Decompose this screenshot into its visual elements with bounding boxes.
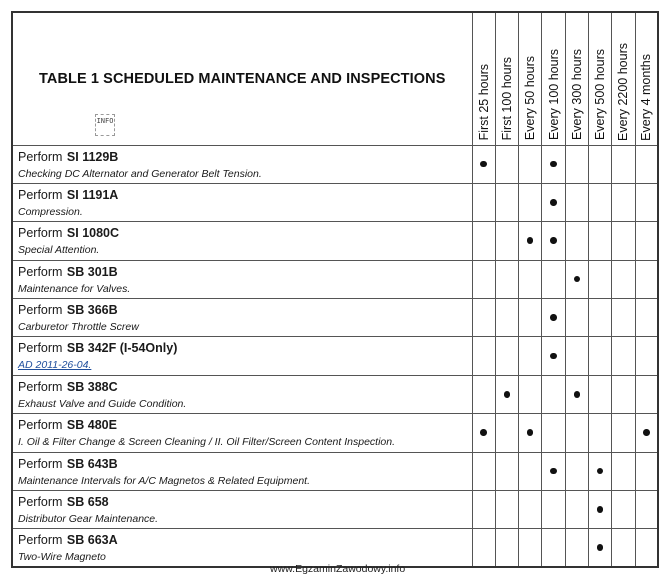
interval-cell (588, 452, 611, 490)
interval-cell (635, 183, 658, 221)
perform-prefix: Perform (18, 341, 63, 356)
interval-cell (542, 299, 565, 337)
interval-cell (472, 337, 495, 375)
bulletin-code: SB 663A (66, 533, 118, 548)
column-header (542, 12, 565, 145)
column-header-label: Every 50 hours (523, 56, 538, 141)
bulletin-code: SI 1080C (66, 226, 120, 241)
perform-prefix: Perform (18, 187, 63, 202)
interval-cell (495, 183, 518, 221)
interval-cell (612, 145, 635, 183)
row-label-cell (12, 337, 472, 375)
perform-prefix: Perform (18, 379, 63, 394)
column-header-label: First 100 hours (499, 57, 514, 141)
row-title (18, 455, 468, 473)
interval-dot-icon (597, 506, 604, 513)
row-description: Distributor Gear Maintenance. (18, 513, 159, 526)
interval-cell (542, 375, 565, 413)
row-description: Carburetor Throttle Screw (18, 321, 139, 334)
interval-cell (635, 222, 658, 260)
row-label-cell (12, 299, 472, 337)
interval-cell (495, 491, 518, 529)
column-header (519, 12, 542, 145)
interval-cell (472, 452, 495, 490)
table-title-cell (12, 12, 472, 145)
interval-cell (565, 375, 588, 413)
interval-cell (542, 491, 565, 529)
bulletin-code: SB 658 (66, 495, 109, 510)
interval-cell (519, 375, 542, 413)
interval-cell (542, 260, 565, 298)
bulletin-code: SI 1129B (66, 149, 119, 164)
table-row (12, 529, 658, 568)
interval-dot-icon (550, 161, 557, 168)
row-title (18, 339, 468, 357)
interval-dot-icon (574, 391, 581, 398)
interval-cell (588, 222, 611, 260)
bulletin-code: SB 388C (66, 379, 118, 394)
perform-prefix: Perform (18, 456, 63, 471)
interval-dot-icon (550, 468, 557, 475)
interval-cell (542, 452, 565, 490)
column-header-label: Every 4 months (639, 53, 654, 141)
row-label-cell (12, 452, 472, 490)
info-icon: INFO (95, 114, 115, 136)
interval-cell (542, 529, 565, 568)
interval-cell (565, 337, 588, 375)
interval-cell (472, 491, 495, 529)
interval-cell (635, 414, 658, 452)
interval-dot-icon (480, 429, 487, 436)
interval-cell (542, 183, 565, 221)
row-label-cell (12, 183, 472, 221)
interval-cell (472, 375, 495, 413)
bulletin-code: SB 342F (I-54Only) (66, 341, 178, 356)
interval-cell (565, 452, 588, 490)
ad-link[interactable]: AD 2011-26-04. (18, 359, 92, 372)
interval-cell (565, 491, 588, 529)
interval-dot-icon (527, 237, 534, 244)
interval-cell (472, 414, 495, 452)
interval-cell (635, 452, 658, 490)
row-label-cell (12, 529, 472, 568)
row-title (18, 186, 468, 204)
interval-cell (588, 299, 611, 337)
interval-cell (565, 145, 588, 183)
row-description: Special Attention. (18, 244, 100, 257)
interval-cell (472, 529, 495, 568)
interval-cell (612, 491, 635, 529)
perform-prefix: Perform (18, 533, 63, 548)
interval-cell (565, 529, 588, 568)
table-row (12, 414, 658, 452)
perform-prefix: Perform (18, 149, 63, 164)
row-label-cell (12, 491, 472, 529)
column-header-label: Every 300 hours (569, 49, 584, 141)
row-description: Two-Wire Magneto (18, 551, 106, 564)
interval-cell (612, 414, 635, 452)
row-label-cell (12, 222, 472, 260)
interval-dot-icon (550, 237, 557, 244)
column-header (472, 12, 495, 145)
interval-cell (565, 222, 588, 260)
perform-prefix: Perform (18, 495, 63, 510)
interval-cell (495, 529, 518, 568)
interval-dot-icon (550, 353, 557, 360)
interval-cell (495, 337, 518, 375)
interval-cell (495, 145, 518, 183)
bulletin-code: SB 480E (66, 418, 117, 433)
interval-cell (519, 337, 542, 375)
interval-dot-icon (597, 544, 604, 551)
interval-cell (495, 375, 518, 413)
column-header (635, 12, 658, 145)
interval-cell (612, 375, 635, 413)
column-header (612, 12, 635, 145)
row-title (18, 531, 468, 549)
table-row (12, 183, 658, 221)
interval-cell (495, 452, 518, 490)
interval-cell (542, 337, 565, 375)
interval-cell (519, 145, 542, 183)
interval-cell (565, 260, 588, 298)
bulletin-code: SB 301B (66, 264, 118, 279)
table-body (12, 145, 658, 567)
interval-cell (588, 491, 611, 529)
row-title (18, 416, 468, 434)
interval-cell (635, 145, 658, 183)
bulletin-code: SB 366B (66, 303, 118, 318)
interval-cell (472, 260, 495, 298)
interval-cell (472, 145, 495, 183)
interval-cell (472, 222, 495, 260)
interval-cell (519, 452, 542, 490)
interval-dot-icon (504, 391, 511, 398)
row-description: Checking DC Alternator and Generator Belt Tension. (18, 167, 262, 180)
interval-cell (635, 260, 658, 298)
column-header-label: Every 100 hours (546, 49, 561, 141)
row-label-cell (12, 260, 472, 298)
interval-cell (612, 299, 635, 337)
interval-cell (588, 337, 611, 375)
interval-cell (612, 337, 635, 375)
interval-cell (472, 299, 495, 337)
interval-cell (542, 414, 565, 452)
row-title (18, 301, 468, 319)
row-title (18, 493, 468, 511)
header-row (12, 12, 658, 145)
interval-cell (519, 299, 542, 337)
row-description: Compression. (18, 205, 83, 218)
interval-cell (635, 299, 658, 337)
column-header (495, 12, 518, 145)
table-row (12, 222, 658, 260)
row-title (18, 263, 468, 281)
row-description: Maintenance Intervals for A/C Magnetos & Related Equipment. (18, 474, 311, 487)
interval-dot-icon (574, 276, 581, 283)
row-label-cell (12, 145, 472, 183)
row-description: Exhaust Valve and Guide Condition. (18, 397, 187, 410)
row-title (18, 378, 468, 396)
interval-cell (495, 260, 518, 298)
table-row (12, 337, 658, 375)
interval-cell (588, 145, 611, 183)
interval-cell (495, 299, 518, 337)
interval-cell (565, 299, 588, 337)
interval-cell (635, 529, 658, 568)
interval-cell (635, 491, 658, 529)
interval-cell (519, 491, 542, 529)
interval-cell (565, 183, 588, 221)
table-row (12, 452, 658, 490)
table-row (12, 145, 658, 183)
table-row (12, 375, 658, 413)
interval-dot-icon (480, 161, 487, 168)
footer-watermark: www.EgzaminZawodowy.info (270, 563, 406, 575)
perform-prefix: Perform (18, 418, 63, 433)
perform-prefix: Perform (18, 303, 63, 318)
interval-dot-icon (643, 429, 650, 436)
interval-cell (519, 222, 542, 260)
interval-cell (635, 337, 658, 375)
row-title (18, 224, 468, 242)
table-row (12, 491, 658, 529)
bulletin-code: SB 643B (66, 456, 118, 471)
interval-cell (588, 375, 611, 413)
interval-cell (542, 222, 565, 260)
table-row (12, 260, 658, 298)
interval-cell (612, 529, 635, 568)
bulletin-code: SI 1191A (66, 187, 119, 202)
interval-cell (588, 529, 611, 568)
maintenance-table (11, 11, 659, 568)
interval-dot-icon (550, 314, 557, 321)
perform-prefix: Perform (18, 226, 63, 241)
perform-prefix: Perform (18, 264, 63, 279)
row-title (18, 148, 468, 166)
interval-cell (519, 260, 542, 298)
column-header-label: First 25 hours (476, 64, 491, 141)
interval-cell (565, 414, 588, 452)
row-label-cell (12, 414, 472, 452)
interval-cell (519, 183, 542, 221)
row-description: Maintenance for Valves. (18, 282, 131, 295)
interval-cell (495, 222, 518, 260)
interval-cell (519, 529, 542, 568)
column-header-label: Every 2200 hours (616, 42, 631, 141)
interval-cell (472, 183, 495, 221)
interval-cell (519, 414, 542, 452)
row-description: I. Oil & Filter Change & Screen Cleaning / II. Oil Filter/Screen Content Inspection. (18, 436, 396, 449)
table-title: TABLE 1 SCHEDULED MAINTENANCE AND INSPECTIONS (39, 70, 446, 87)
interval-dot-icon (527, 429, 534, 436)
table-row (12, 299, 658, 337)
row-label-cell (12, 375, 472, 413)
interval-cell (612, 260, 635, 298)
interval-cell (588, 260, 611, 298)
interval-cell (635, 375, 658, 413)
column-header-label: Every 500 hours (593, 49, 608, 141)
interval-cell (542, 145, 565, 183)
interval-cell (612, 452, 635, 490)
column-header (565, 12, 588, 145)
interval-cell (588, 414, 611, 452)
interval-cell (612, 222, 635, 260)
interval-cell (495, 414, 518, 452)
interval-dot-icon (550, 199, 557, 206)
column-header (588, 12, 611, 145)
interval-dot-icon (597, 468, 604, 475)
interval-cell (612, 183, 635, 221)
interval-cell (588, 183, 611, 221)
